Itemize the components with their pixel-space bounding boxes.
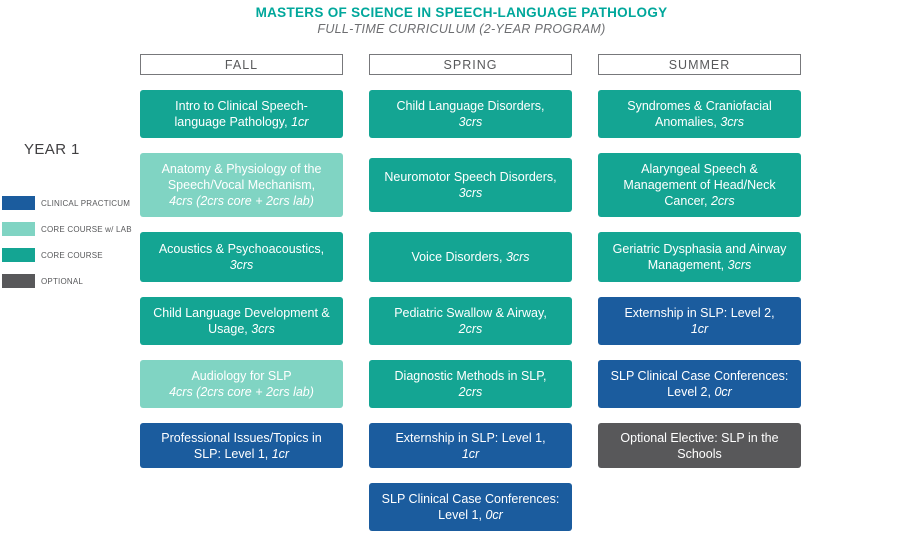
course-card-child-language-development: Child Language Development & Usage, 3crs [140,297,343,345]
legend-label: OPTIONAL [41,276,84,286]
course-card-diagnostic-methods: Diagnostic Methods in SLP, 2crs [369,360,572,408]
legend-item-clinical-practicum [2,196,132,210]
legend-item-optional [2,274,132,288]
clinical-practicum-swatch-icon [2,196,35,210]
course-card-alaryngeal-speech: Alaryngeal Speech & Management of Head/Neck Cancer, 2crs [598,153,801,217]
course-card-externship-level-2: Externship in SLP: Level 2, 1cr [598,297,801,345]
course-card-voice-disorders: Voice Disorders, 3crs [369,232,572,282]
page-subtitle: FULL-TIME CURRICULUM (2-YEAR PROGRAM) [317,22,606,36]
legend-label: CORE COURSE [41,250,103,260]
course-card-acoustics: Acoustics & Psychoacoustics, 3crs [140,232,343,282]
legend-item-core-course-lab [2,222,132,236]
course-card-optional-elective: Optional Elective: SLP in the Schools [598,423,801,468]
course-card-syndromes-craniofacial: Syndromes & Craniofacial Anomalies, 3crs [598,90,801,138]
curriculum-grid [140,54,801,531]
core-course-lab-swatch-icon [2,222,35,236]
course-card-intro-clinical-slp: Intro to Clinical Speech-language Pathology, 1cr [140,90,343,138]
season-header-spring: SPRING [369,54,572,75]
season-header-summer: SUMMER [598,54,801,75]
season-header-fall: FALL [140,54,343,75]
course-card-audiology: Audiology for SLP 4crs (2crs core + 2crs lab) [140,360,343,408]
page-title: MASTERS OF SCIENCE IN SPEECH-LANGUAGE PATHOLOGY [255,5,668,20]
legend-label: CLINICAL PRACTICUM [41,198,131,208]
course-card-professional-issues: Professional Issues/Topics in SLP: Level 1, 1cr [140,423,343,468]
course-card-pediatric-swallow: Pediatric Swallow & Airway, 2crs [369,297,572,345]
legend-item-core-course [2,248,132,262]
core-course-swatch-icon [2,248,35,262]
course-card-child-language-disorders: Child Language Disorders, 3crs [369,90,572,138]
optional-swatch-icon [2,274,35,288]
course-card-clinical-case-conf-level-1: SLP Clinical Case Conferences: Level 1, 0cr [369,483,572,531]
course-card-geriatric-dysphasia: Geriatric Dysphasia and Airway Management, 3crs [598,232,801,282]
year-label: YEAR 1 [24,141,80,158]
course-card-externship-level-1: Externship in SLP: Level 1, 1cr [369,423,572,468]
legend-label: CORE COURSE w/ LAB [41,224,132,234]
course-card-clinical-case-conf-level-2: SLP Clinical Case Conferences: Level 2, 0cr [598,360,801,408]
legend [2,196,132,300]
course-card-anatomy-physiology: Anatomy & Physiology of the Speech/Vocal Mechanism, 4crs (2crs core + 2crs lab) [140,153,343,217]
course-card-neuromotor-speech: Neuromotor Speech Disorders, 3crs [369,158,572,212]
